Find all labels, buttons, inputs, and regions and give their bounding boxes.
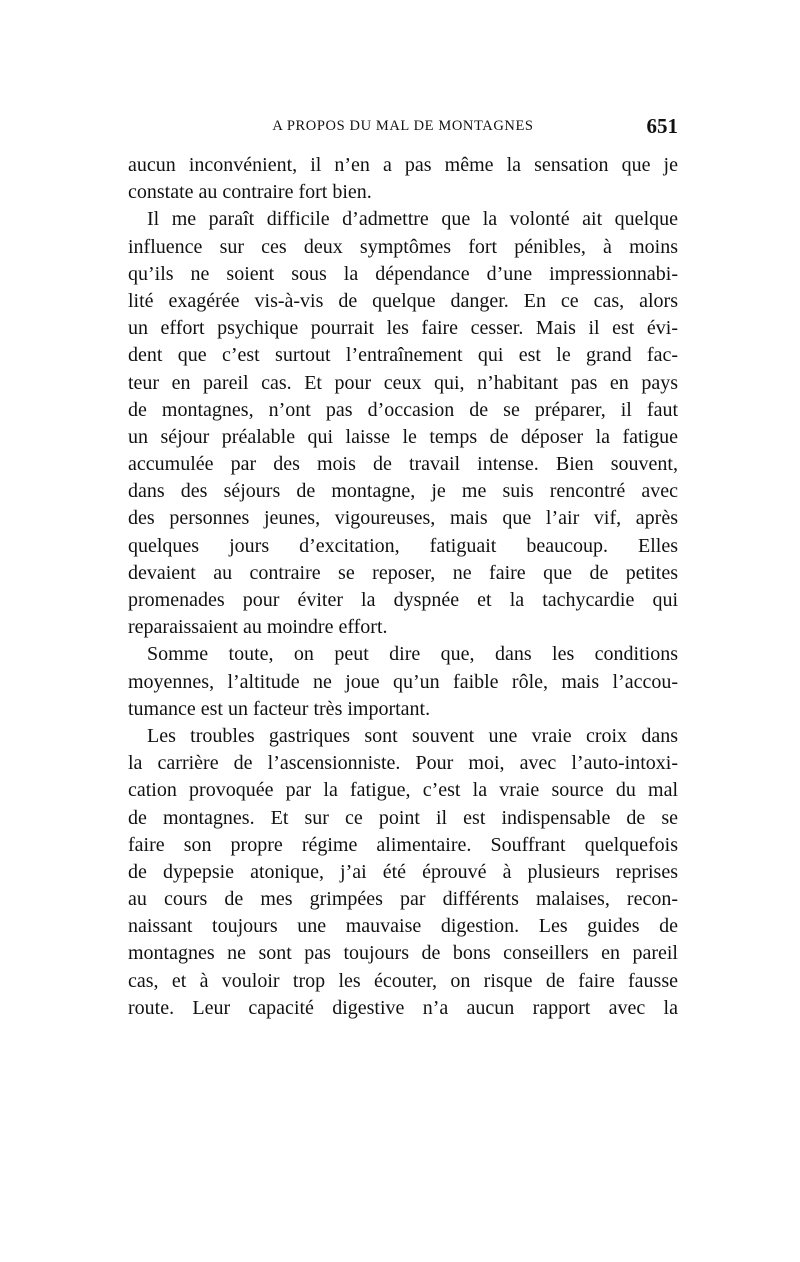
text-line: au cours de mes grimpées par différents malaises, recon-: [128, 888, 678, 911]
text-line: teur en pareil cas. Et pour ceux qui, n’habitant pas en pays: [128, 371, 678, 394]
text-line: de montagnes, n’ont pas d’occasion de se préparer, il faut: [128, 398, 678, 421]
text-line: Les troubles gastriques sont souvent une vraie croix dans: [147, 724, 678, 747]
text-line: reparaissaient au moindre effort.: [128, 616, 388, 639]
text-line: constate au contraire fort bien.: [128, 181, 372, 204]
text-line: un séjour préalable qui laisse le temps de déposer la fatigue: [128, 425, 678, 448]
text-line: quelques jours d’excitation, fatiguait beaucoup. Elles: [128, 534, 678, 557]
text-line: Il me paraît difficile d’admettre que la volonté ait quelque: [147, 208, 678, 231]
paragraph: [128, 723, 678, 1022]
text-line: dent que c’est surtout l’entraînement qui est le grand fac-: [128, 344, 678, 367]
text-line: montagnes ne sont pas toujours de bons conseillers en pareil: [128, 942, 678, 965]
text-line: cas, et à vouloir trop les écouter, on risque de faire fausse: [128, 969, 678, 992]
text-line: de montagnes. Et sur ce point il est indispensable de se: [128, 806, 678, 829]
text-line: Somme toute, on peut dire que, dans les conditions: [147, 643, 678, 666]
text-line: devaient au contraire se reposer, ne faire que de petites: [128, 561, 678, 584]
text-line: cation provoquée par la fatigue, c’est la vraie source du mal: [128, 779, 678, 802]
text-line: moyennes, l’altitude ne joue qu’un faible rôle, mais l’accou-: [128, 670, 678, 693]
paragraph: [128, 152, 678, 206]
text-line: naissant toujours une mauvaise digestion. Les guides de: [128, 915, 678, 938]
text-line: la carrière de l’ascensionniste. Pour moi, avec l’auto-intoxi-: [128, 752, 678, 775]
body-text: [128, 152, 678, 1022]
text-line: lité exagérée vis-à-vis de quelque danger. En ce cas, alors: [128, 289, 678, 312]
text-line: accumulée par des mois de travail intense. Bien souvent,: [128, 453, 678, 476]
text-line: promenades pour éviter la dyspnée et la tachycardie qui: [128, 589, 678, 611]
paragraph: [128, 641, 678, 723]
running-header: [128, 114, 678, 138]
text-line: influence sur ces deux symptômes fort pénibles, à moins: [128, 235, 678, 258]
text-line: un effort psychique pourrait les faire cesser. Mais il est évi-: [128, 317, 678, 340]
text-line: qu’ils ne soient sous la dépendance d’une impressionnabi-: [128, 262, 678, 285]
text-line: route. Leur capacité digestive n’a aucun rapport avec la: [128, 996, 678, 1019]
text-line: dans des séjours de montagne, je me suis rencontré avec: [128, 480, 678, 503]
text-line: de dypepsie atonique, j’ai été éprouvé à plusieurs reprises: [128, 860, 678, 883]
running-title: A PROPOS DU MAL DE MONTAGNES: [272, 118, 534, 134]
text-line: des personnes jeunes, vigoureuses, mais que l’air vif, après: [128, 507, 678, 530]
page-number: 651: [646, 114, 678, 138]
text-line: faire son propre régime alimentaire. Souffrant quelquefois: [128, 833, 678, 856]
text-line: aucun inconvénient, il n’en a pas même la sensation que je: [128, 154, 678, 176]
paragraph: [128, 206, 678, 641]
text-line: tumance est un facteur très important.: [128, 697, 431, 720]
